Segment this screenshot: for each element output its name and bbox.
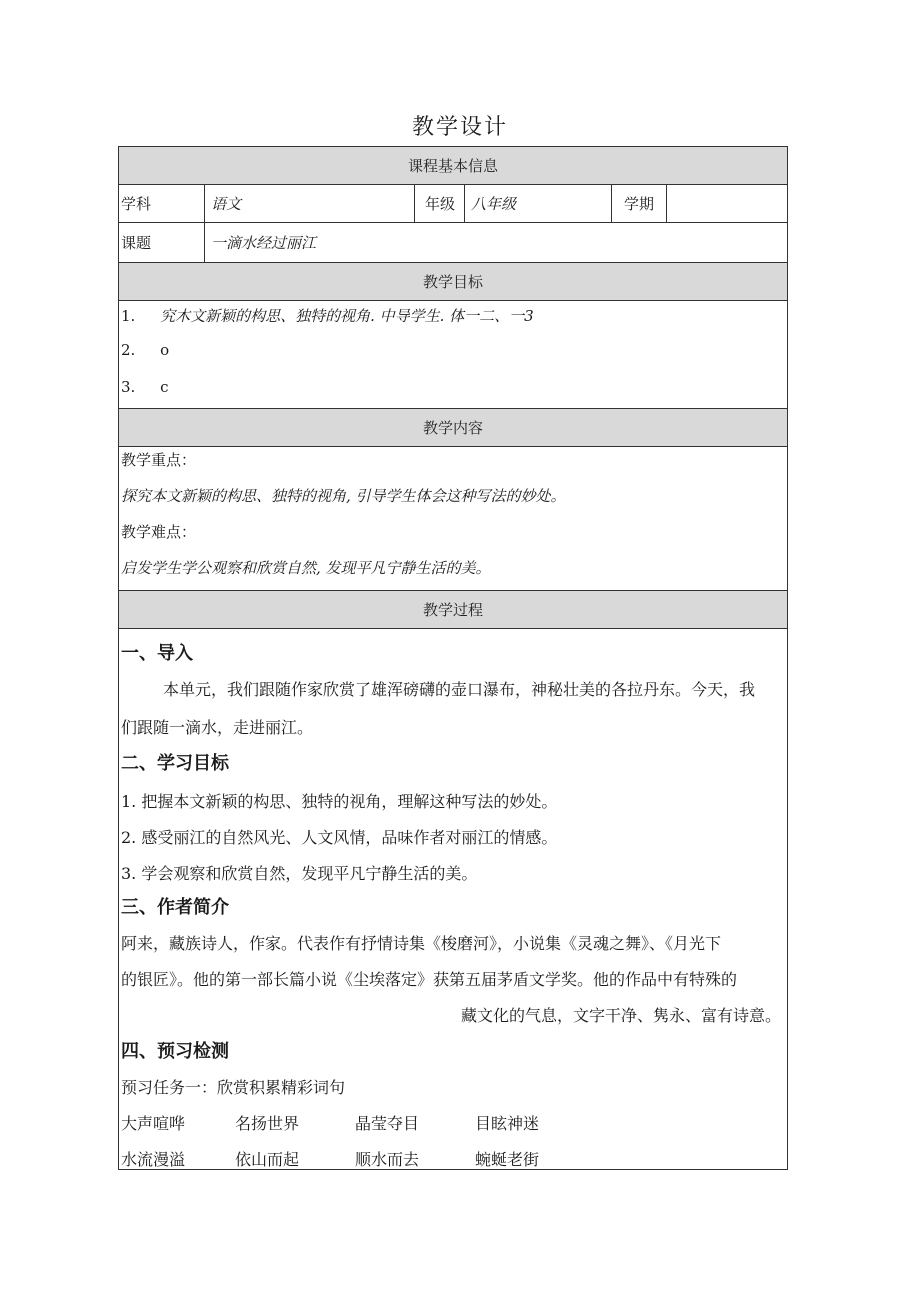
page-title: 教学设计 (411, 115, 508, 140)
subject-row (119, 185, 787, 223)
intro-heading: 一、导入 (121, 643, 193, 664)
objective-number: 3. (121, 378, 136, 396)
objective-number: 1. (121, 307, 136, 325)
objectives-header (119, 263, 787, 301)
process-header (119, 591, 787, 629)
author-paragraph-line-2: 的银匠》。他的第一部长篇小说《尘埃落定》获第五届茅盾文学奖。他的作品中有特殊的 (121, 970, 738, 989)
term-label: 学期 (612, 185, 667, 222)
objectives-title: 教学目标 (422, 273, 483, 291)
grade-value: 八年级 (465, 185, 612, 222)
term-value (667, 185, 787, 222)
subject-label: 学科 (119, 185, 205, 222)
objective-text: 究木文新颖的构思、独特的视角. 中导学生. 体一二、一3 (160, 307, 534, 325)
vocab-word: 依山而起 (235, 1150, 300, 1169)
grade-label: 年级 (415, 185, 465, 222)
process-section (119, 629, 787, 1169)
difficulty-label: 教学难点： (121, 523, 197, 541)
key-point-text: 探究本文新颖的构思、独特的视角, 引导学生体会这种写法的妙处。 (121, 487, 566, 505)
objectives-section (119, 301, 787, 409)
basic-info-title: 课程基本信息 (407, 157, 498, 175)
objective-text: o (160, 341, 170, 359)
lesson-plan-table (118, 146, 788, 1170)
content-title: 教学内容 (422, 419, 483, 437)
vocab-word: 水流漫溢 (121, 1150, 186, 1169)
objective-item-3 (121, 378, 169, 396)
vocab-word: 目眩神迷 (475, 1114, 540, 1133)
intro-paragraph-line-2: 们跟随一滴水，走进丽江。 (121, 718, 314, 737)
process-title: 教学过程 (422, 601, 483, 619)
objective-item-1 (121, 305, 534, 326)
goal-item-1: 1. 把握本文新颖的构思、独特的视角，理解这种写法的妙处。 (121, 792, 558, 811)
topic-row (119, 223, 787, 263)
objective-text: c (160, 378, 169, 396)
topic-value: 一滴水经过丽江 (211, 234, 317, 252)
topic-label: 课题 (119, 223, 205, 262)
content-section (119, 447, 787, 591)
author-heading: 三、作者简介 (121, 897, 229, 918)
difficulty-text: 启发学生学公观察和欣赏自然, 发现平凡宁静生活的美。 (121, 559, 491, 577)
basic-info-header (119, 147, 787, 185)
key-point-label: 教学重点： (121, 451, 197, 469)
vocab-word: 大声喧哗 (121, 1114, 186, 1133)
goal-item-2: 2. 感受丽江的自然风光、人文风情，品味作者对丽江的情感。 (121, 828, 558, 847)
goals-heading: 二、学习目标 (121, 753, 229, 774)
preview-heading: 四、预习检测 (121, 1041, 229, 1062)
subject-value: 语文 (205, 185, 415, 222)
objective-item-2 (121, 341, 169, 359)
objective-number: 2. (121, 341, 136, 359)
author-paragraph-line-1: 阿来，藏族诗人，作家。代表作有抒情诗集《梭磨河》，小说集《灵魂之舞》、《月光下 (121, 934, 722, 953)
content-header (119, 409, 787, 447)
vocab-word: 顺水而去 (355, 1150, 420, 1169)
author-paragraph-line-3: 藏文化的气息，文字干净、隽永、富有诗意。 (460, 1006, 781, 1025)
intro-paragraph-line-1: 本单元，我们跟随作家欣赏了雄浑磅礴的壶口瀑布，神秘壮美的各拉丹东。今天，我 (163, 680, 756, 699)
vocab-word: 蜿蜒老街 (475, 1150, 540, 1169)
goal-item-3: 3. 学会观察和欣赏自然，发现平凡宁静生活的美。 (121, 864, 478, 883)
preview-task: 预习任务一：欣赏积累精彩词句 (121, 1078, 346, 1097)
vocab-word: 晶莹夺目 (355, 1114, 420, 1133)
vocab-word: 名扬世界 (235, 1114, 300, 1133)
